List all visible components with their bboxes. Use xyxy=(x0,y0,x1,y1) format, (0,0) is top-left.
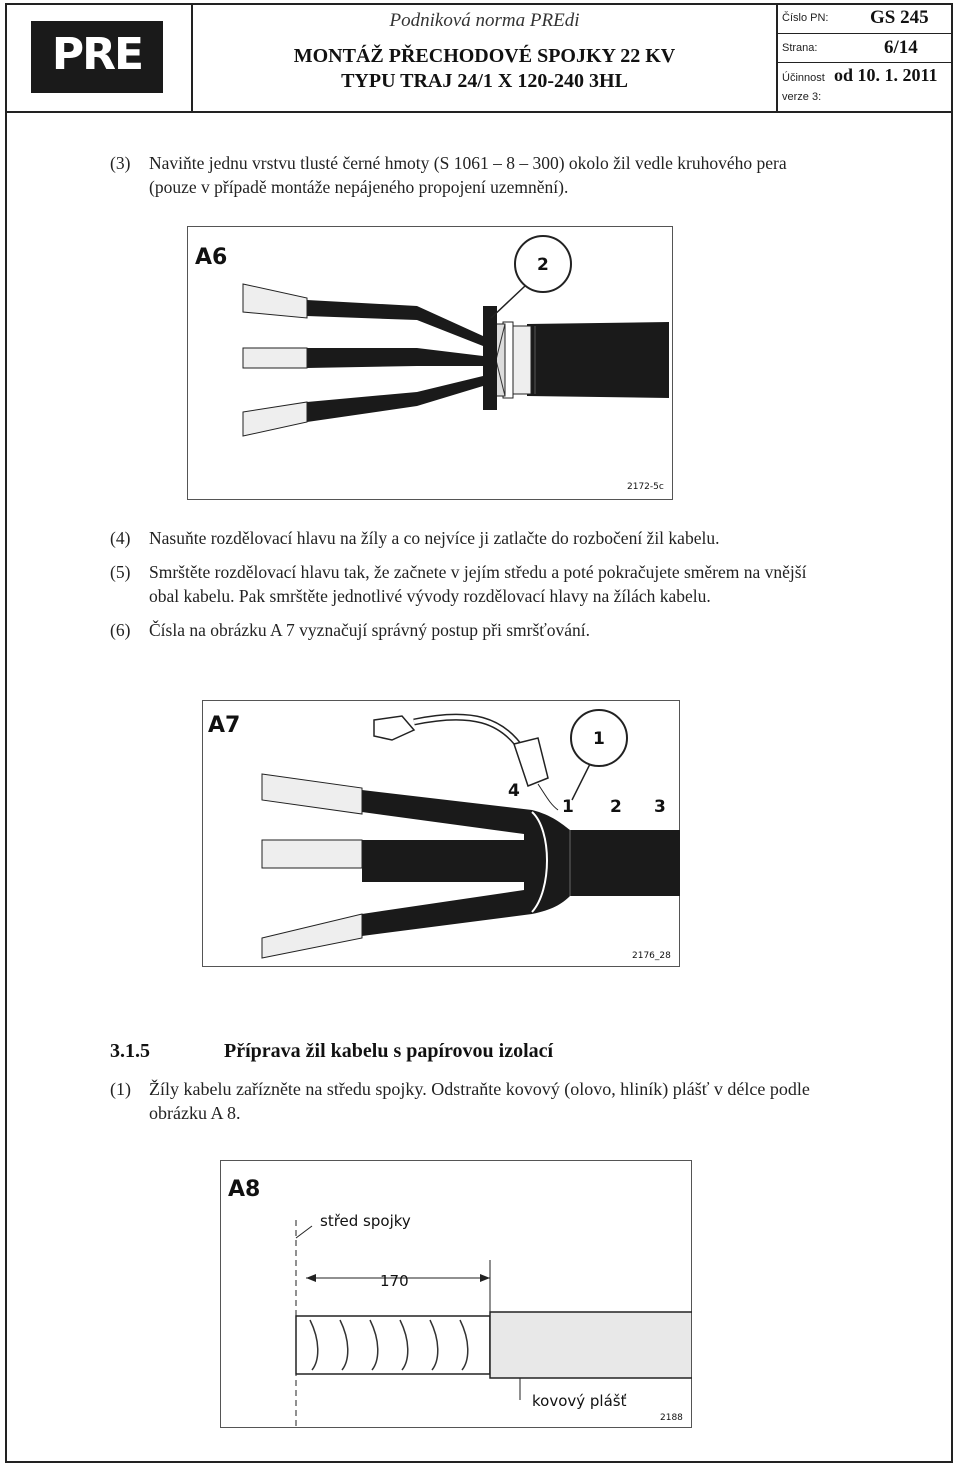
paragraph-line: Čísla na obrázku A 7 vyznačují správný postup při smršťování. xyxy=(149,620,591,640)
paragraph-1 xyxy=(110,1077,935,1127)
paragraph-line: Smrštěte rozdělovací hlavu tak, že začnete v jejím středu a poté pokračujete směrem na vnější xyxy=(149,562,807,582)
pre-logo xyxy=(31,21,163,93)
sheath-label: kovový plášť xyxy=(532,1392,627,1410)
paragraph-line: obal kabelu. Pak smrštěte jednotlivé vývody rozdělovací hlavy na žílách kabelu. xyxy=(149,586,711,606)
step-number: 3 xyxy=(654,797,666,817)
paragraph-5 xyxy=(110,560,935,610)
logo-text: PRE xyxy=(51,29,143,80)
section-title: Příprava žil kabelu s papírovou izolací xyxy=(224,1040,554,1062)
step-number: 2 xyxy=(610,797,622,817)
paragraph-number: (3) xyxy=(110,153,131,173)
figure-code: 2188 xyxy=(660,1413,683,1423)
paragraph-number: (4) xyxy=(110,528,131,548)
paragraph-4 xyxy=(110,526,935,550)
figure-a8 xyxy=(220,1160,692,1428)
paragraph-6 xyxy=(110,618,935,642)
step-number: 4 xyxy=(508,781,520,801)
callout-number: 2 xyxy=(537,255,549,275)
strana-label: Strana: xyxy=(782,42,818,54)
figure-code: 2176_28 xyxy=(632,951,671,961)
callout-number: 1 xyxy=(593,729,605,749)
paragraph-line: Nasuňte rozdělovací hlavu na žíly a co nejvíce ji zatlačte do rozbočení žil kabelu. xyxy=(149,528,720,548)
strana-value: 6/14 xyxy=(884,37,918,58)
section-heading xyxy=(112,1040,912,1068)
ucinnost-label: Účinnost xyxy=(782,72,825,84)
document-title-line1: MONTÁŽ PŘECHODOVÉ SPOJKY 22 KV xyxy=(293,45,676,67)
paragraph-line: Žíly kabelu zařízněte na středu spojky. Odstraňte kovový (olovo, hliník) plášť v délce podle xyxy=(149,1079,810,1099)
verze-label: verze 3: xyxy=(782,91,822,103)
info-cell xyxy=(778,3,951,111)
title-cell xyxy=(193,3,778,111)
step-number: 1 xyxy=(562,797,574,817)
paragraph-3 xyxy=(110,151,935,201)
paragraph-line: obrázku A 8. xyxy=(149,1103,241,1123)
center-label: střed spojky xyxy=(320,1212,411,1230)
dimension-value: 170 xyxy=(380,1272,409,1290)
paragraph-line: (pouze v případě montáže nepájeného propojení uzemnění). xyxy=(149,177,569,197)
figure-code: 2172-5c xyxy=(627,482,664,492)
paragraph-number: (1) xyxy=(110,1079,131,1099)
info-row-strana xyxy=(778,34,951,63)
document-header xyxy=(5,3,953,113)
info-row-cislo xyxy=(778,3,951,34)
figure-label: A8 xyxy=(228,1177,261,1202)
figure-a6 xyxy=(187,226,673,500)
ucinnost-value: od 10. 1. 2011 xyxy=(834,65,938,85)
norm-label: Podniková norma PREdi xyxy=(389,10,580,31)
cislo-label: Číslo PN: xyxy=(782,12,829,24)
info-row-ucinnost xyxy=(778,63,951,111)
figure-a7 xyxy=(202,700,680,967)
figure-label: A6 xyxy=(195,245,228,270)
paragraph-line: Naviňte jednu vrstvu tlusté černé hmoty (S 1061 – 8 – 300) okolo žil vedle kruhového pera xyxy=(149,153,787,173)
logo-cell xyxy=(5,3,193,111)
section-number: 3.1.5 xyxy=(110,1040,150,1062)
cislo-value: GS 245 xyxy=(870,7,929,28)
document-title-line2: TYPU TRAJ 24/1 X 120-240 3HL xyxy=(341,70,628,92)
paragraph-number: (5) xyxy=(110,562,131,582)
paragraph-number: (6) xyxy=(110,620,131,640)
figure-label: A7 xyxy=(208,713,241,738)
